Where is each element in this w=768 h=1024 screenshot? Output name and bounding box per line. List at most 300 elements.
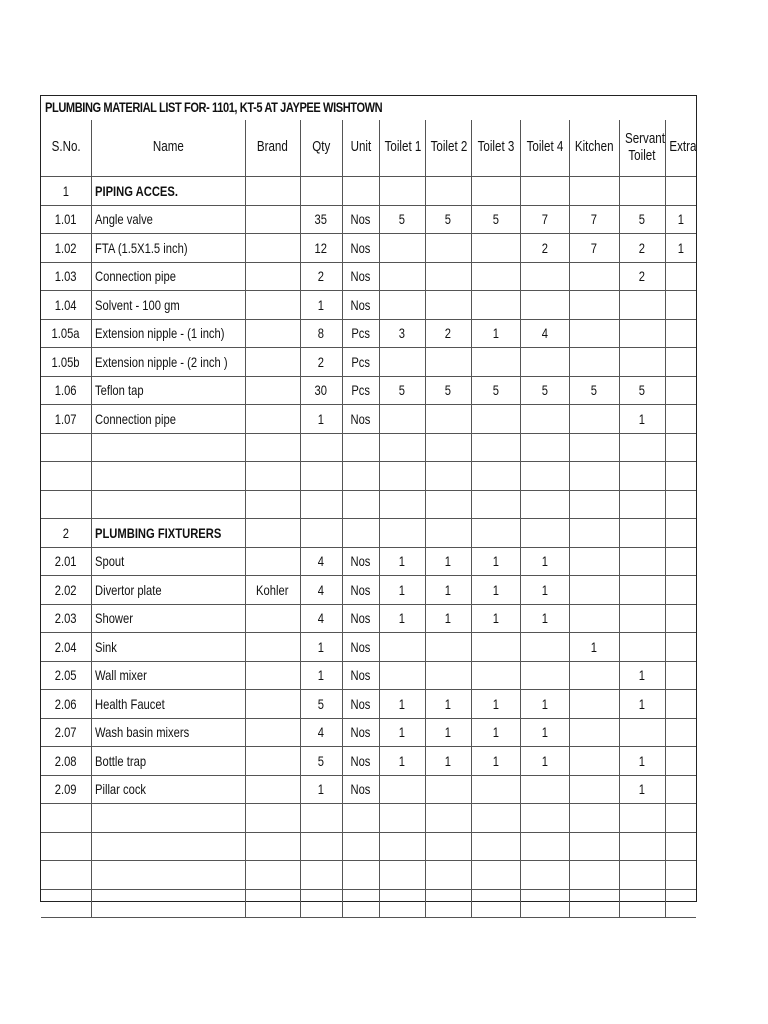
cell-unit: Nos <box>342 205 379 234</box>
empty-cell <box>569 177 619 206</box>
cell-t3 <box>471 262 520 291</box>
empty-cell <box>520 861 569 890</box>
cell-name: Spout <box>91 547 245 576</box>
cell-servant: 5 <box>619 205 665 234</box>
empty-cell <box>569 433 619 462</box>
blank-row <box>41 832 696 861</box>
cell-t1: 1 <box>379 747 425 776</box>
empty-cell <box>425 804 471 833</box>
empty-cell <box>300 832 342 861</box>
cell-qty: 8 <box>300 319 342 348</box>
cell-t4 <box>520 262 569 291</box>
section-header-row <box>41 177 696 206</box>
cell-unit: Nos <box>342 576 379 605</box>
cell-t1: 1 <box>379 547 425 576</box>
cell-servant <box>619 604 665 633</box>
cell-kitchen <box>569 547 619 576</box>
empty-cell <box>665 433 696 462</box>
cell-t4: 4 <box>520 319 569 348</box>
cell-qty: 4 <box>300 718 342 747</box>
cell-unit: Nos <box>342 262 379 291</box>
empty-cell <box>569 889 619 918</box>
cell-servant <box>619 633 665 662</box>
empty-cell <box>91 462 245 491</box>
cell-brand <box>245 661 300 690</box>
header-toilet4: Toilet 4 <box>520 120 569 177</box>
empty-cell <box>665 832 696 861</box>
empty-cell <box>619 889 665 918</box>
cell-qty: 1 <box>300 775 342 804</box>
empty-cell <box>379 861 425 890</box>
cell-extra <box>665 319 696 348</box>
cell-servant: 1 <box>619 405 665 434</box>
empty-cell <box>300 490 342 519</box>
blank-row <box>41 490 696 519</box>
cell-servant: 1 <box>619 690 665 719</box>
empty-cell <box>425 861 471 890</box>
header-toilet2: Toilet 2 <box>425 120 471 177</box>
cell-brand <box>245 405 300 434</box>
empty-cell <box>520 462 569 491</box>
blank-row <box>41 462 696 491</box>
cell-qty: 2 <box>300 262 342 291</box>
header-name: Name <box>91 120 245 177</box>
empty-cell <box>569 861 619 890</box>
empty-cell <box>342 832 379 861</box>
empty-cell <box>665 462 696 491</box>
header-toilet1: Toilet 1 <box>379 120 425 177</box>
cell-t3: 1 <box>471 319 520 348</box>
cell-servant <box>619 348 665 377</box>
cell-brand <box>245 376 300 405</box>
empty-cell <box>245 832 300 861</box>
cell-t1 <box>379 262 425 291</box>
cell-servant: 1 <box>619 775 665 804</box>
cell-unit: Nos <box>342 633 379 662</box>
empty-cell <box>619 177 665 206</box>
empty-cell <box>471 832 520 861</box>
cell-sno: 2.04 <box>41 633 91 662</box>
cell-sno: 2.03 <box>41 604 91 633</box>
cell-brand <box>245 348 300 377</box>
material-list-sheet <box>40 95 697 902</box>
header-unit: Unit <box>342 120 379 177</box>
cell-extra <box>665 747 696 776</box>
table-row <box>41 405 696 434</box>
cell-t2: 2 <box>425 319 471 348</box>
cell-t4: 1 <box>520 547 569 576</box>
cell-servant: 1 <box>619 747 665 776</box>
empty-cell <box>245 804 300 833</box>
empty-cell <box>300 433 342 462</box>
cell-t3: 1 <box>471 576 520 605</box>
cell-servant: 1 <box>619 661 665 690</box>
cell-t1 <box>379 348 425 377</box>
empty-cell <box>342 519 379 548</box>
empty-cell <box>41 889 91 918</box>
empty-cell <box>379 832 425 861</box>
empty-cell <box>91 832 245 861</box>
empty-cell <box>91 861 245 890</box>
empty-cell <box>425 889 471 918</box>
empty-cell <box>300 804 342 833</box>
empty-cell <box>41 832 91 861</box>
cell-kitchen: 5 <box>569 376 619 405</box>
cell-t4: 1 <box>520 747 569 776</box>
cell-sno: 2.05 <box>41 661 91 690</box>
cell-t4: 1 <box>520 604 569 633</box>
cell-sno: 1.04 <box>41 291 91 320</box>
cell-t3 <box>471 234 520 263</box>
empty-cell <box>342 490 379 519</box>
empty-cell <box>379 177 425 206</box>
cell-unit: Nos <box>342 405 379 434</box>
empty-cell <box>520 832 569 861</box>
cell-brand <box>245 633 300 662</box>
cell-sno: 1.05b <box>41 348 91 377</box>
empty-cell <box>471 804 520 833</box>
cell-t3: 5 <box>471 376 520 405</box>
cell-t2 <box>425 775 471 804</box>
cell-name: Extension nipple - (2 inch ) <box>91 348 245 377</box>
empty-cell <box>665 177 696 206</box>
cell-extra <box>665 633 696 662</box>
cell-t3 <box>471 633 520 662</box>
empty-cell <box>619 804 665 833</box>
cell-t3: 1 <box>471 690 520 719</box>
empty-cell <box>619 832 665 861</box>
cell-t1 <box>379 661 425 690</box>
cell-t4 <box>520 291 569 320</box>
cell-qty: 2 <box>300 348 342 377</box>
cell-name: Divertor plate <box>91 576 245 605</box>
empty-cell <box>41 462 91 491</box>
empty-cell <box>91 490 245 519</box>
cell-sno: 2.08 <box>41 747 91 776</box>
table-row <box>41 775 696 804</box>
cell-t3 <box>471 405 520 434</box>
cell-sno: 2.01 <box>41 547 91 576</box>
empty-cell <box>245 433 300 462</box>
cell-extra <box>665 291 696 320</box>
empty-cell <box>245 462 300 491</box>
cell-t3: 1 <box>471 718 520 747</box>
cell-kitchen <box>569 348 619 377</box>
empty-cell <box>569 519 619 548</box>
cell-extra <box>665 661 696 690</box>
empty-cell <box>425 177 471 206</box>
table-row <box>41 661 696 690</box>
table-header-row <box>41 120 696 177</box>
section-number: 1 <box>41 177 91 206</box>
empty-cell <box>619 519 665 548</box>
cell-servant <box>619 718 665 747</box>
cell-sno: 2.02 <box>41 576 91 605</box>
cell-t1: 1 <box>379 576 425 605</box>
cell-t3 <box>471 348 520 377</box>
empty-cell <box>300 861 342 890</box>
empty-cell <box>425 832 471 861</box>
empty-cell <box>91 804 245 833</box>
empty-cell <box>300 462 342 491</box>
cell-servant <box>619 319 665 348</box>
cell-t3 <box>471 291 520 320</box>
empty-cell <box>471 490 520 519</box>
cell-kitchen: 7 <box>569 205 619 234</box>
empty-cell <box>471 861 520 890</box>
header-kitchen: Kitchen <box>569 120 619 177</box>
empty-cell <box>342 433 379 462</box>
cell-kitchen: 7 <box>569 234 619 263</box>
cell-servant: 2 <box>619 234 665 263</box>
cell-sno: 1.01 <box>41 205 91 234</box>
cell-kitchen <box>569 291 619 320</box>
table-row <box>41 604 696 633</box>
cell-kitchen <box>569 604 619 633</box>
empty-cell <box>425 433 471 462</box>
empty-cell <box>425 462 471 491</box>
cell-t2: 1 <box>425 547 471 576</box>
cell-extra <box>665 775 696 804</box>
cell-name: Connection pipe <box>91 405 245 434</box>
cell-t3: 1 <box>471 547 520 576</box>
empty-cell <box>245 490 300 519</box>
cell-name: Sink <box>91 633 245 662</box>
empty-cell <box>569 490 619 519</box>
empty-cell <box>41 804 91 833</box>
empty-cell <box>41 861 91 890</box>
cell-name: Pillar cock <box>91 775 245 804</box>
header-extra: Extra <box>665 120 696 177</box>
empty-cell <box>569 462 619 491</box>
empty-cell <box>665 490 696 519</box>
cell-t2 <box>425 348 471 377</box>
empty-cell <box>245 861 300 890</box>
header-brand: Brand <box>245 120 300 177</box>
empty-cell <box>300 889 342 918</box>
cell-t1: 3 <box>379 319 425 348</box>
empty-cell <box>342 889 379 918</box>
empty-cell <box>342 861 379 890</box>
empty-cell <box>379 490 425 519</box>
cell-kitchen <box>569 747 619 776</box>
cell-sno: 2.07 <box>41 718 91 747</box>
cell-sno: 1.05a <box>41 319 91 348</box>
empty-cell <box>245 519 300 548</box>
cell-t1 <box>379 775 425 804</box>
empty-cell <box>41 433 91 462</box>
cell-extra <box>665 690 696 719</box>
cell-name: Connection pipe <box>91 262 245 291</box>
empty-cell <box>245 177 300 206</box>
cell-t4 <box>520 661 569 690</box>
table-row <box>41 376 696 405</box>
empty-cell <box>425 519 471 548</box>
cell-t1 <box>379 633 425 662</box>
table-row <box>41 262 696 291</box>
cell-t2 <box>425 405 471 434</box>
cell-qty: 4 <box>300 547 342 576</box>
cell-brand <box>245 291 300 320</box>
empty-cell <box>342 177 379 206</box>
cell-name: Angle valve <box>91 205 245 234</box>
cell-t4: 5 <box>520 376 569 405</box>
cell-unit: Pcs <box>342 348 379 377</box>
cell-t2: 5 <box>425 376 471 405</box>
cell-qty: 5 <box>300 747 342 776</box>
table-row <box>41 633 696 662</box>
cell-sno: 1.06 <box>41 376 91 405</box>
cell-extra <box>665 376 696 405</box>
empty-cell <box>619 462 665 491</box>
cell-t1: 1 <box>379 690 425 719</box>
cell-t4: 1 <box>520 576 569 605</box>
empty-cell <box>520 889 569 918</box>
cell-t2: 1 <box>425 690 471 719</box>
cell-t2 <box>425 291 471 320</box>
cell-brand <box>245 775 300 804</box>
cell-unit: Nos <box>342 234 379 263</box>
empty-cell <box>342 462 379 491</box>
cell-unit: Pcs <box>342 376 379 405</box>
cell-unit: Nos <box>342 690 379 719</box>
empty-cell <box>619 433 665 462</box>
cell-t1: 1 <box>379 604 425 633</box>
empty-cell <box>619 861 665 890</box>
cell-unit: Nos <box>342 547 379 576</box>
cell-name: Extension nipple - (1 inch) <box>91 319 245 348</box>
cell-t2 <box>425 633 471 662</box>
cell-t3 <box>471 661 520 690</box>
cell-t1: 5 <box>379 205 425 234</box>
empty-cell <box>91 889 245 918</box>
cell-qty: 12 <box>300 234 342 263</box>
cell-sno: 1.03 <box>41 262 91 291</box>
cell-extra <box>665 547 696 576</box>
table-row <box>41 547 696 576</box>
empty-cell <box>342 804 379 833</box>
empty-cell <box>379 462 425 491</box>
empty-cell <box>471 433 520 462</box>
empty-cell <box>379 519 425 548</box>
cell-kitchen <box>569 576 619 605</box>
table-row <box>41 205 696 234</box>
cell-unit: Nos <box>342 604 379 633</box>
cell-kitchen <box>569 262 619 291</box>
empty-cell <box>520 490 569 519</box>
empty-cell <box>379 433 425 462</box>
cell-t1: 5 <box>379 376 425 405</box>
empty-cell <box>379 889 425 918</box>
table-row <box>41 576 696 605</box>
cell-sno: 1.02 <box>41 234 91 263</box>
cell-extra <box>665 604 696 633</box>
cell-unit: Pcs <box>342 319 379 348</box>
cell-brand <box>245 604 300 633</box>
empty-cell <box>425 490 471 519</box>
header-servant-toilet: Servant Toilet <box>619 120 665 177</box>
cell-t3: 1 <box>471 747 520 776</box>
cell-brand <box>245 234 300 263</box>
cell-t3: 5 <box>471 205 520 234</box>
cell-t4: 1 <box>520 718 569 747</box>
cell-t3: 1 <box>471 604 520 633</box>
cell-name: Solvent - 100 gm <box>91 291 245 320</box>
cell-kitchen <box>569 405 619 434</box>
cell-qty: 1 <box>300 661 342 690</box>
header-sno: S.No. <box>41 120 91 177</box>
cell-qty: 30 <box>300 376 342 405</box>
cell-kitchen <box>569 718 619 747</box>
cell-t2 <box>425 661 471 690</box>
cell-brand <box>245 547 300 576</box>
cell-t4: 7 <box>520 205 569 234</box>
cell-qty: 1 <box>300 633 342 662</box>
cell-unit: Nos <box>342 291 379 320</box>
cell-qty: 5 <box>300 690 342 719</box>
cell-brand: Kohler <box>245 576 300 605</box>
blank-row <box>41 861 696 890</box>
cell-brand <box>245 262 300 291</box>
cell-name: Bottle trap <box>91 747 245 776</box>
cell-extra: 1 <box>665 205 696 234</box>
material-table <box>41 120 696 918</box>
cell-qty: 1 <box>300 291 342 320</box>
cell-unit: Nos <box>342 775 379 804</box>
section-number: 2 <box>41 519 91 548</box>
cell-t4: 2 <box>520 234 569 263</box>
empty-cell <box>471 177 520 206</box>
cell-qty: 1 <box>300 405 342 434</box>
cell-extra <box>665 718 696 747</box>
table-row <box>41 690 696 719</box>
cell-t4 <box>520 775 569 804</box>
cell-unit: Nos <box>342 747 379 776</box>
cell-kitchen <box>569 319 619 348</box>
empty-cell <box>520 804 569 833</box>
empty-cell <box>665 861 696 890</box>
cell-servant <box>619 291 665 320</box>
table-row <box>41 234 696 263</box>
cell-qty: 35 <box>300 205 342 234</box>
cell-t1 <box>379 234 425 263</box>
empty-cell <box>665 519 696 548</box>
cell-brand <box>245 205 300 234</box>
cell-brand <box>245 319 300 348</box>
cell-qty: 4 <box>300 604 342 633</box>
cell-brand <box>245 690 300 719</box>
cell-t4 <box>520 633 569 662</box>
cell-servant <box>619 547 665 576</box>
empty-cell <box>41 490 91 519</box>
cell-t2: 1 <box>425 747 471 776</box>
empty-cell <box>520 177 569 206</box>
cell-brand <box>245 718 300 747</box>
empty-cell <box>471 462 520 491</box>
table-row <box>41 718 696 747</box>
table-row <box>41 291 696 320</box>
empty-cell <box>471 519 520 548</box>
section-title: PIPING ACCES. <box>91 177 245 206</box>
header-toilet3: Toilet 3 <box>471 120 520 177</box>
cell-servant <box>619 576 665 605</box>
cell-t2: 1 <box>425 604 471 633</box>
cell-name: Wall mixer <box>91 661 245 690</box>
empty-cell <box>379 804 425 833</box>
cell-extra <box>665 405 696 434</box>
cell-sno: 2.09 <box>41 775 91 804</box>
cell-t1 <box>379 405 425 434</box>
